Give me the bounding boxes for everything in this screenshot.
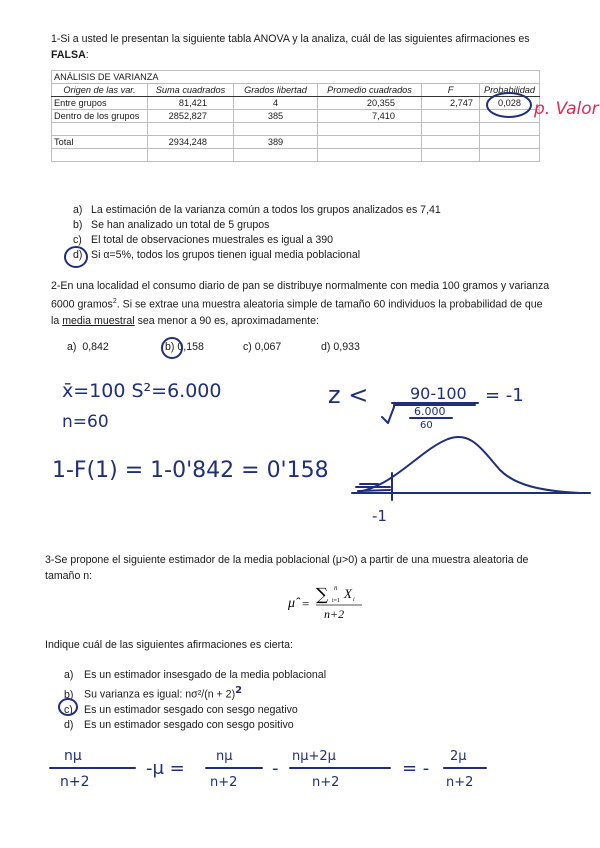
table-cell — [52, 123, 148, 136]
q1-options — [73, 203, 441, 263]
probability-circle-mark — [487, 93, 531, 117]
option-letter: a) — [64, 669, 74, 681]
q3-answer-circle — [56, 696, 82, 718]
q3-options — [64, 668, 326, 733]
anova-table — [51, 70, 540, 162]
hw-z-result: = -1 — [485, 385, 524, 406]
table-cell — [52, 149, 148, 162]
table-cell: 2852,827 — [148, 110, 234, 123]
hw-f1-num: nμ — [64, 748, 82, 764]
q2-line3a: la — [51, 314, 63, 327]
table-cell — [148, 123, 234, 136]
option-q3-d[interactable] — [64, 718, 326, 733]
option-letter: a) — [73, 204, 83, 216]
formula-var: X — [344, 586, 352, 601]
option-q3-c[interactable] — [64, 703, 326, 718]
table-cell — [318, 123, 422, 136]
p-valor-annotation: p. Valor — [534, 99, 599, 119]
hw-minus-mu: -μ = — [146, 758, 185, 779]
anova-header: Grados libertad — [234, 84, 318, 97]
anova-header: Suma cuadrados — [148, 84, 234, 97]
q2-line2a: 6000 gramos — [51, 298, 113, 311]
table-cell: 0,028 — [480, 97, 540, 110]
option-letter: d) — [321, 341, 331, 353]
q3-line2: tamaño n: — [45, 570, 93, 582]
formula-var-sub: i — [353, 597, 355, 603]
option-letter: d) — [64, 718, 74, 731]
anova-header: Origen de las var. — [52, 84, 148, 97]
option-text: 0,933 — [333, 341, 360, 353]
option-q2-d[interactable] — [321, 340, 360, 355]
q2-line3b: sea menor a 90 es, aproximadamente: — [134, 314, 319, 327]
hw-given-2: n=60 — [62, 412, 109, 432]
q1-answer-circle — [62, 244, 92, 270]
option-q1-a[interactable] — [73, 203, 441, 218]
anova-header: F — [422, 84, 480, 97]
option-letter: b) — [165, 341, 175, 353]
table-cell: 389 — [234, 136, 318, 149]
option-letter: c) — [73, 234, 82, 246]
table-cell: 385 — [234, 110, 318, 123]
formula-sum: ∑ — [316, 585, 329, 605]
table-cell: Entre grupos — [52, 97, 148, 110]
table-cell — [318, 136, 422, 149]
q1-stem-bold: FALSA — [51, 49, 86, 61]
table-cell: 7,410 — [318, 110, 422, 123]
table-cell — [422, 149, 480, 162]
hw-f1-den: n+2 — [60, 774, 90, 790]
option-q1-c[interactable] — [73, 233, 441, 248]
formula-sub: i=1 — [332, 598, 341, 604]
q2-handwritten-work — [0, 365, 600, 535]
hw-z-numerator: 90-100 — [410, 384, 467, 403]
option-text: 0,158 — [177, 341, 204, 353]
q1-annotation — [470, 88, 600, 128]
hw-f3-num: nμ+2μ — [292, 749, 336, 764]
estimator-formula — [280, 580, 390, 624]
option-q2-c[interactable] — [243, 340, 281, 355]
option-letter: c) — [243, 341, 252, 353]
option-text: Es un estimador insesgado de la media poblacional — [84, 669, 327, 681]
table-row — [52, 110, 540, 123]
option-text: 0,067 — [254, 341, 282, 353]
hw-f4-num: 2μ — [450, 749, 467, 764]
formula-den: n+2 — [324, 607, 345, 621]
option-letter: d) — [73, 249, 83, 261]
q2-stem — [51, 278, 571, 329]
hw-f3-den: n+2 — [312, 775, 340, 790]
table-cell — [148, 149, 234, 162]
option-text: El total de observaciones muestrales es igual a 390 — [91, 234, 334, 246]
q2-line1: 2-En una localidad el consumo diario de pan se distribuye normalmente con media 100 gramos y varianza — [51, 280, 550, 292]
hw-f2-num: nμ — [216, 749, 233, 764]
option-text: Es un estimador sesgado con sesgo positivo — [84, 718, 294, 731]
hw-f2-den: n+2 — [210, 775, 238, 790]
table-cell — [480, 136, 540, 149]
hw-f4-den: n+2 — [446, 775, 474, 790]
q1-stem-colon: : — [85, 49, 89, 61]
option-q1-b[interactable] — [73, 218, 441, 233]
q3-prompt: Indique cuál de las siguientes afirmaciones es cierta: — [45, 639, 293, 651]
hw-squared-mark: 2 — [235, 685, 243, 696]
formula-sup: n — [334, 584, 338, 592]
table-row — [52, 149, 540, 162]
table-row — [52, 136, 540, 149]
option-text: Se han analizado un total de 5 grupos — [91, 219, 270, 231]
option-q3-b[interactable] — [64, 683, 326, 703]
option-text: Es un estimador sesgado con sesgo negativo — [84, 703, 298, 716]
option-q2-a[interactable] — [67, 340, 109, 355]
table-cell — [318, 149, 422, 162]
option-letter: a) — [67, 341, 77, 353]
option-q1-d[interactable] — [73, 248, 441, 263]
q2-answer-circle — [158, 335, 186, 361]
table-cell: Total — [52, 136, 148, 149]
table-cell: 4 — [234, 97, 318, 110]
option-letter: b) — [64, 688, 74, 701]
q2-line3-underlined: media muestral — [62, 314, 135, 327]
hw-eq-minus: = - — [402, 758, 430, 779]
hw-minus: - — [272, 758, 279, 779]
shaded-tail — [356, 484, 390, 491]
anova-caption: ANÁLISIS DE VARIANZA — [52, 71, 540, 84]
table-cell: 2,747 — [422, 97, 480, 110]
hw-calculation: 1-F(1) = 1-0'842 = 0'158 — [52, 458, 329, 483]
anova-header-row — [52, 84, 540, 97]
anova-header: Probabilidad — [480, 84, 540, 97]
q2-line2-sup: 2 — [112, 298, 117, 305]
hw-given-1: x̄=100 S²=6.000 — [62, 380, 222, 402]
option-text: 0,842 — [82, 341, 109, 353]
formula-lhs: μ̂ — [288, 596, 296, 611]
q1-stem-text: 1-Si a usted le presentan la siguiente tabla ANOVA y la analiza, cuál de las siguientes afirmaciones es — [51, 33, 530, 45]
q3-line1: 3-Se propone el siguiente estimador de la media poblacional (μ>0) a partir de una muestra aleatoria de — [45, 554, 529, 566]
hw-z-den-num: 6.000 — [414, 405, 446, 418]
option-letter: c) — [64, 703, 73, 716]
table-cell — [480, 149, 540, 162]
hw-z-den-den: 60 — [420, 420, 433, 431]
option-text: Su varianza es igual: nσ²/(n + 2) — [84, 688, 236, 701]
table-cell — [234, 149, 318, 162]
table-cell: 20,355 — [318, 97, 422, 110]
table-cell — [234, 123, 318, 136]
table-row — [52, 123, 540, 136]
q2-line2b: . Si se extrae una muestra aleatoria simple de tamaño 60 individuos la probabilidad de que — [116, 298, 543, 311]
table-cell: Dentro de los grupos — [52, 110, 148, 123]
option-text: Si α=5%, todos los grupos tienen igual media poblacional — [91, 249, 361, 261]
table-cell — [422, 136, 480, 149]
option-letter: b) — [73, 219, 83, 231]
option-text: La estimación de la varianza común a todos los grupos analizados es 7,41 — [91, 204, 441, 216]
q3-handwritten-work — [0, 738, 600, 798]
option-q3-a[interactable] — [64, 668, 326, 683]
table-cell: 81,421 — [148, 97, 234, 110]
hw-axis-label: -1 — [372, 507, 387, 525]
table-cell: 2934,248 — [148, 136, 234, 149]
table-row — [52, 97, 540, 110]
formula-eq: = — [302, 596, 310, 611]
anova-header: Promedio cuadrados — [318, 84, 422, 97]
hw-z-prefix: z < — [328, 381, 369, 409]
q1-stem — [51, 31, 551, 63]
